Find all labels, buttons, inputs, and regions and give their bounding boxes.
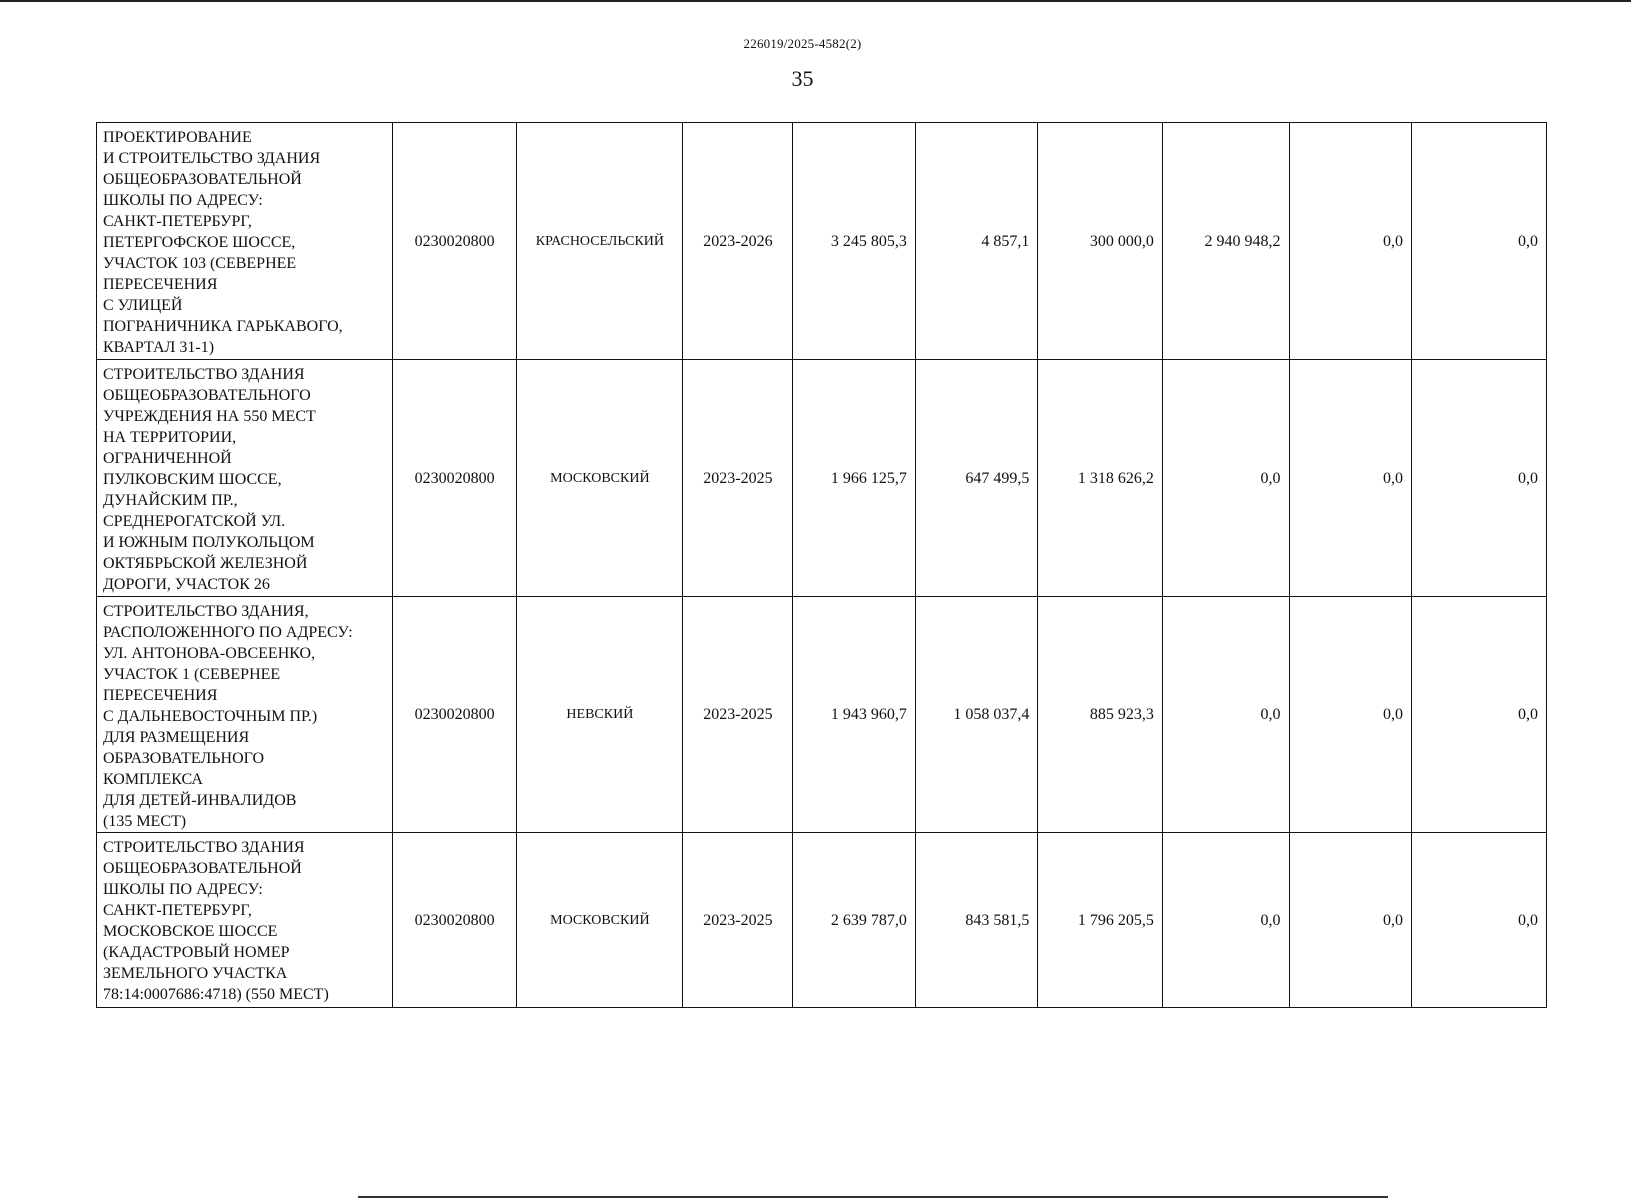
budget-table — [96, 122, 1547, 1008]
amount-cell-3: 0,0 — [1162, 833, 1289, 1008]
amount-cell-4: 0,0 — [1289, 360, 1411, 597]
amount-cell-3: 2 940 948,2 — [1162, 123, 1289, 360]
target-code-cell: 0230020800 — [392, 123, 517, 360]
amount-cell-2: 1 796 205,5 — [1038, 833, 1163, 1008]
amount-cell-5: 0,0 — [1412, 833, 1547, 1008]
amount-cell-3: 0,0 — [1162, 597, 1289, 833]
object-name-cell: СТРОИТЕЛЬСТВО ЗДАНИЯ ОБЩЕОБРАЗОВАТЕЛЬНОЙ ШКОЛЫ ПО АДРЕСУ: САНКТ-ПЕТЕРБУРГ, МОСКОВСКОЕ ШОССЕ (КАДАСТРОВЫЙ НОМЕР ЗЕМЕЛЬНОГО УЧАСТКА 78:14:0007686:4718) (550 МЕСТ) — [97, 833, 393, 1008]
amount-cell-4: 0,0 — [1289, 123, 1411, 360]
period-cell: 2023-2025 — [683, 833, 793, 1008]
amount-cell-5: 0,0 — [1412, 360, 1547, 597]
target-code-cell: 0230020800 — [392, 360, 517, 597]
amount-cell-2: 300 000,0 — [1038, 123, 1163, 360]
district-cell: НЕВСКИЙ — [517, 597, 683, 833]
district-cell: МОСКОВСКИЙ — [517, 833, 683, 1008]
amount-cell-4: 0,0 — [1289, 597, 1411, 833]
amount-cell-4: 0,0 — [1289, 833, 1411, 1008]
object-name-cell: СТРОИТЕЛЬСТВО ЗДАНИЯ, РАСПОЛОЖЕННОГО ПО АДРЕСУ: УЛ. АНТОНОВА-ОВСЕЕНКО, УЧАСТОК 1 (СЕВЕРНЕЕ ПЕРЕСЕЧЕНИЯ С ДАЛЬНЕВОСТОЧНЫМ ПР.) ДЛЯ РАЗМЕЩЕНИЯ ОБРАЗОВАТЕЛЬНОГО КОМПЛЕКСА ДЛЯ ДЕТЕЙ-ИНВАЛИДОВ (135 МЕСТ) — [97, 597, 393, 833]
page-number: 35 — [791, 66, 814, 91]
object-name-cell: ПРОЕКТИРОВАНИЕ И СТРОИТЕЛЬСТВО ЗДАНИЯ ОБЩЕОБРАЗОВАТЕЛЬНОЙ ШКОЛЫ ПО АДРЕСУ: САНКТ-ПЕТЕРБУРГ, ПЕТЕРГОФСКОЕ ШОССЕ, УЧАСТОК 103 (СЕВЕРНЕЕ ПЕРЕСЕЧЕНИЯ С УЛИЦЕЙ ПОГРАНИЧНИКА ГАРЬКАВОГО, КВАРТАЛ 31-1) — [97, 123, 393, 360]
target-code-cell: 0230020800 — [392, 833, 517, 1008]
target-code-cell: 0230020800 — [392, 597, 517, 833]
bottom-scan-line — [358, 1196, 1388, 1198]
amount-cell-5: 0,0 — [1412, 123, 1547, 360]
amount-cell-2: 1 318 626,2 — [1038, 360, 1163, 597]
amount-cell-2: 885 923,3 — [1038, 597, 1163, 833]
total-cost-cell: 3 245 805,3 — [793, 123, 915, 360]
amount-cell-1: 4 857,1 — [915, 123, 1037, 360]
district-cell: МОСКОВСКИЙ — [517, 360, 683, 597]
total-cost-cell: 1 966 125,7 — [793, 360, 915, 597]
table-row — [97, 597, 1547, 833]
total-cost-cell: 2 639 787,0 — [793, 833, 915, 1008]
period-cell: 2023-2025 — [683, 597, 793, 833]
document-number: 226019/2025-4582(2) — [743, 36, 862, 51]
table-row — [97, 360, 1547, 597]
table-row — [97, 123, 1547, 360]
total-cost-cell: 1 943 960,7 — [793, 597, 915, 833]
top-border-line — [0, 0, 1631, 2]
amount-cell-3: 0,0 — [1162, 360, 1289, 597]
budget-table-container — [96, 122, 1547, 1008]
amount-cell-1: 843 581,5 — [915, 833, 1037, 1008]
amount-cell-5: 0,0 — [1412, 597, 1547, 833]
period-cell: 2023-2025 — [683, 360, 793, 597]
period-cell: 2023-2026 — [683, 123, 793, 360]
district-cell: КРАСНОСЕЛЬСКИЙ — [517, 123, 683, 360]
table-row — [97, 833, 1547, 1008]
amount-cell-1: 647 499,5 — [915, 360, 1037, 597]
amount-cell-1: 1 058 037,4 — [915, 597, 1037, 833]
object-name-cell: СТРОИТЕЛЬСТВО ЗДАНИЯ ОБЩЕОБРАЗОВАТЕЛЬНОГО УЧРЕЖДЕНИЯ НА 550 МЕСТ НА ТЕРРИТОРИИ, ОГРАНИЧЕННОЙ ПУЛКОВСКИМ ШОССЕ, ДУНАЙСКИМ ПР., СРЕДНЕРОГАТСКОЙ УЛ. И ЮЖНЫМ ПОЛУКОЛЬЦОМ ОКТЯБРЬСКОЙ ЖЕЛЕЗНОЙ ДОРОГИ, УЧАСТОК 26 — [97, 360, 393, 597]
